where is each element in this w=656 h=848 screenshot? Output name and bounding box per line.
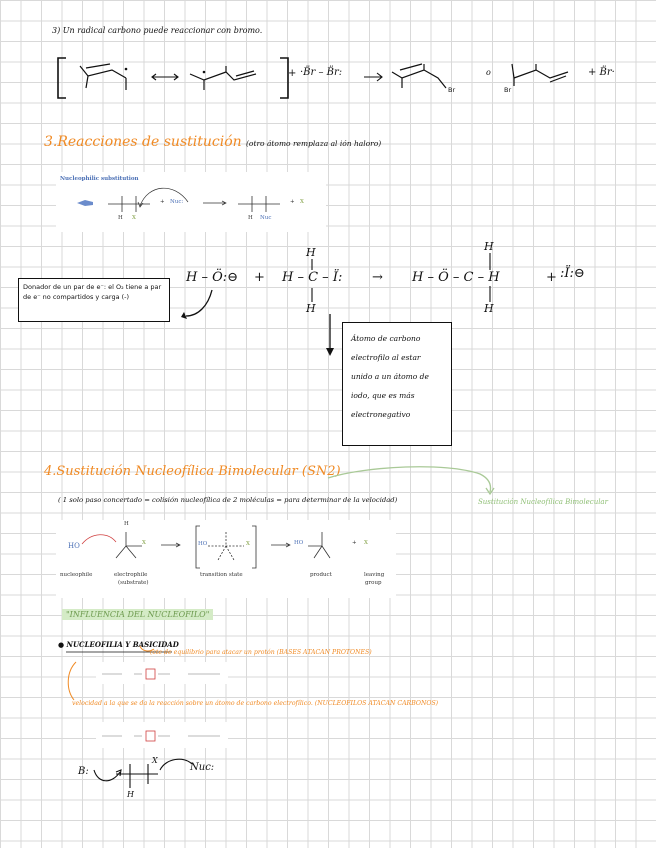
ho-transition: HO [198, 541, 208, 547]
mech-base: B: [78, 766, 89, 777]
mech-h: H [127, 790, 134, 799]
x-substrate: X [142, 540, 146, 546]
leaving-label: leaving [364, 572, 385, 578]
bullet-heading: NUCLEOFILIA Y BASICIDAD [66, 640, 179, 649]
bromo-product-2 [500, 58, 590, 98]
nucleophile-label: nucleophile [60, 572, 93, 578]
x-leaving-group: X [364, 540, 368, 546]
h-label: H [118, 215, 123, 221]
nucleophilic-substitution-figure [56, 172, 326, 232]
sn2-arrow-2 [270, 542, 292, 548]
resonance-arrow [150, 72, 180, 82]
product-skeleton [234, 190, 284, 224]
h-top-substrate: H [124, 521, 129, 527]
attack-arrow [134, 182, 194, 212]
side-label: Sustitución Nucleofílica Bimolecular [478, 498, 608, 506]
transition-state-label: transition state [200, 572, 243, 578]
nuc-label-product: Nuc [260, 215, 272, 221]
bullet-icon: ● [58, 641, 65, 649]
iodomethane-top-h: H [306, 246, 316, 259]
nucleophilicity-mini-figure [96, 722, 228, 748]
methanol-bottom-h: H [484, 302, 494, 315]
mech-x: X [152, 756, 158, 765]
product-tetrahedral [300, 526, 340, 566]
allyl-radical-structure-2 [186, 58, 276, 98]
iodomethane: H – C – Ï: [282, 270, 343, 285]
methanol-bonds [487, 252, 493, 304]
iodomethane-bottom-h: H [306, 302, 316, 315]
product-label: product [310, 572, 332, 578]
hydroxide: H – Ö:⊖ [186, 270, 239, 285]
substrate-label: (substrate) [118, 580, 149, 586]
resonance-bracket-left [56, 56, 68, 100]
bromo-product-1 [388, 58, 468, 98]
mech-plus-1: + [254, 270, 265, 285]
section-4-subtitle: ( 1 solo paso concertado = colisión nucleofílica de 2 moléculas = para determinar de la velocidad) [58, 496, 398, 504]
nucleophilicity-note: velocidad a la que se da la reacción sobre un átomo de carbono electrofílico. (NUCLEOFILOS ATACAN CARBONOS) [72, 700, 439, 707]
ho-product: HO [294, 540, 304, 546]
product-or: o [486, 68, 491, 77]
donor-note: Donador de un par de e⁻: el O₂ tiene a par de e⁻ no compartidos y carga (-) [18, 278, 170, 322]
bromine-radical: + B̈r· [588, 67, 615, 78]
x-leaving: X [300, 199, 304, 205]
mech-plus-2: + [546, 270, 557, 285]
donor-arrow [178, 286, 218, 326]
transition-state-brackets [194, 524, 258, 570]
group-label: group [365, 580, 382, 586]
br-label-2: Br [504, 86, 512, 94]
reaction-arrow-br [362, 72, 384, 82]
electrophile-note: Átomo de carbono electrofilo al estar unido a un átomo de iodo, que es más electronegativo [342, 322, 452, 446]
methanol-top-h: H [484, 240, 494, 253]
radical-intro: 3) Un radical carbono puede reaccionar con bromo. [52, 26, 263, 35]
pointing-hand-icon [76, 198, 94, 208]
sn2-arrow-1 [160, 542, 182, 548]
basicity-mini-scheme [100, 668, 224, 680]
iodide: :Ï:⊖ [560, 266, 585, 281]
methanol-product: H – Ö – C – H [412, 270, 500, 285]
iodomethane-bonds [309, 258, 315, 304]
side-link-line [326, 456, 506, 496]
ho-nucleophile: HO [68, 542, 80, 550]
basicity-note: (cte de equilibrio para atacar un protón (BASES ATACAN PROTONES) [150, 649, 372, 656]
plus-2: + [290, 199, 295, 205]
section-3-title: 3.Reacciones de sustitución [44, 134, 242, 150]
br-label-1: Br [448, 86, 456, 94]
plus-1: + [160, 199, 165, 205]
basicity-mini-figure [96, 662, 228, 684]
reaction-plus: + [288, 68, 297, 79]
plus-sn2: + [352, 540, 357, 546]
nucleophilicity-mini-scheme [100, 730, 224, 742]
section-4-title: 4.Sustitución Nucleofílica Bimolecular (SN2) [44, 464, 341, 479]
x-transition: X [246, 541, 250, 547]
electrophile-label: electrophile [114, 572, 148, 578]
bromine-reagent: ·B̈r – B̈r: [300, 67, 343, 78]
sn2-figure [56, 520, 396, 598]
substrate-tetrahedral [108, 526, 148, 566]
section-3-subtitle: (otro átomo remplaza al ión haloro) [246, 139, 382, 148]
section-5-title: "INFLUENCIA DEL NUCLEOFILO" [62, 609, 213, 620]
figure-title: Nucleophilic substitution [60, 176, 139, 182]
allyl-radical-structure-1 [72, 58, 162, 98]
h-label-product: H [248, 215, 253, 221]
mech-nucleophile: Nuc: [190, 762, 215, 773]
nucleophilicity-arrow [64, 660, 84, 704]
forward-arrow [202, 200, 228, 206]
nuc-label: Nuc: [170, 199, 184, 205]
x-label: X [132, 215, 136, 221]
electrophile-arrow [324, 312, 344, 362]
bullet-heading-row [58, 640, 179, 649]
mech-arrow: → [372, 270, 383, 285]
